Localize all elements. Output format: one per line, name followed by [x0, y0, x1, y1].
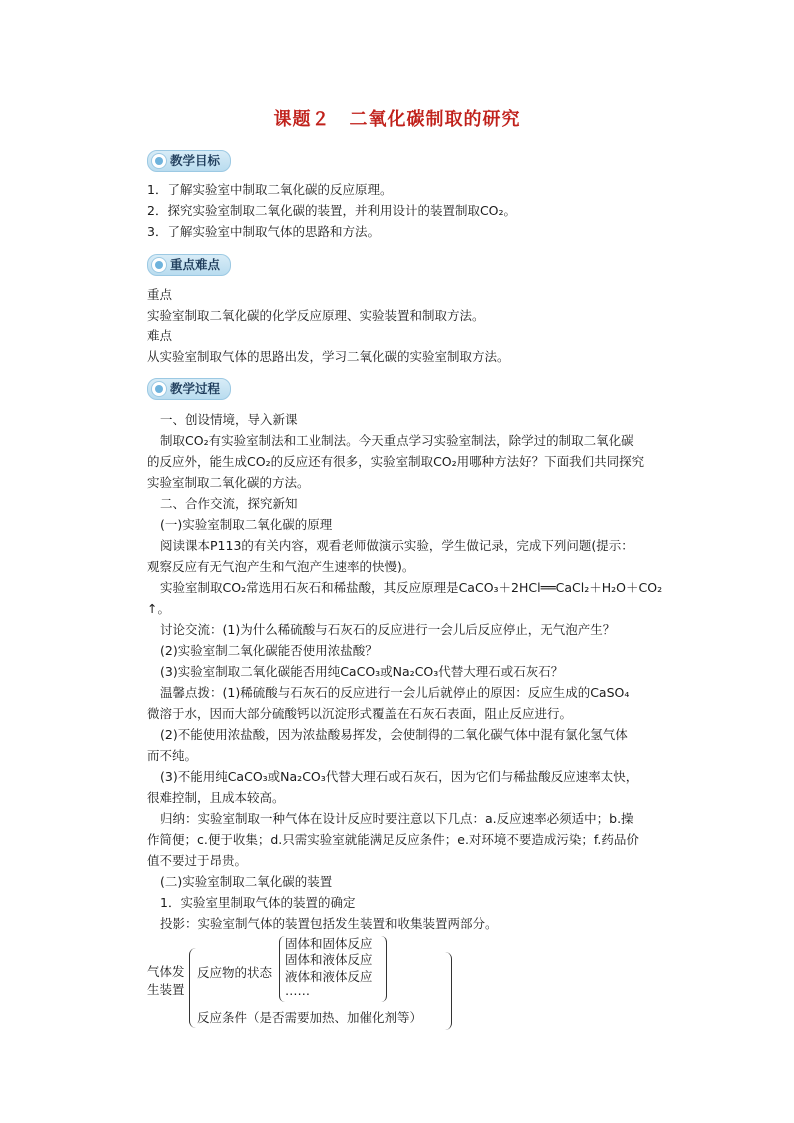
process-line: 实验室制取CO₂常选用石灰石和稀盐酸，其反应原理是CaCO₃＋2HCl══CaCl₂＋H₂O＋CO₂	[160, 580, 663, 595]
process-line: 实验室制取二氧化碳的方法。	[147, 475, 310, 490]
badge-bullet-icon	[151, 153, 167, 169]
badge-bullet-icon	[151, 381, 167, 397]
process-line: 值不要过于昂贵。	[147, 853, 248, 868]
diagram-state-1: 固体和固体反应	[285, 936, 373, 951]
process-line: 制取CO₂有实验室制法和工业制法。今天重点学习实验室制法，除学过的制取二氧化碳	[160, 433, 634, 448]
goal-2: 2．探究实验室制取二氧化碳的装置，并利用设计的装置制取CO₂。	[147, 203, 517, 218]
process-line: 二、合作交流，探究新知	[160, 496, 298, 511]
process-line: 归纳：实验室制取一种气体在设计反应时要注意以下几点：a.反应速率必须适中；b.操	[160, 811, 634, 826]
process-line: 温馨点拨：(1)稀硫酸与石灰石的反应进行一会儿后就停止的原因：反应生成的CaSO₄	[160, 685, 630, 700]
page-title: 课题２ 二氧化碳制取的研究	[273, 109, 521, 130]
process-line: 微溶于水，因而大部分硫酸钙以沉淀形式覆盖在石灰石表面，阻止反应进行。	[147, 706, 573, 721]
process-line: 观察反应有无气泡产生和气泡产生速率的快慢)。	[147, 559, 415, 574]
badge-bullet-icon	[151, 257, 167, 273]
process-line: (2)不能使用浓盐酸，因为浓盐酸易挥发，会使制得的二氧化碳气体中混有氯化氢气体	[160, 727, 628, 742]
process-line: 的反应外，能生成CO₂的反应还有很多，实验室制取CO₂用哪种方法好？下面我们共同探究	[147, 454, 645, 469]
process-line: 而不纯。	[147, 748, 198, 763]
process-line: 1．实验室里制取气体的装置的确定	[160, 895, 356, 910]
process-line: (二)实验室制取二氧化碳的装置	[160, 874, 333, 889]
diagram-state-3: 液体和液体反应	[285, 969, 373, 984]
diagram-root-line1: 气体发	[147, 964, 185, 979]
difficulty-label: 难点	[147, 328, 173, 343]
key-text: 实验室制取二氧化碳的化学反应原理、实验装置和制取方法。	[147, 308, 485, 323]
section-badge-process: 教学过程	[147, 378, 231, 400]
section-badge-goals: 教学目标	[147, 150, 231, 172]
process-line: 讨论交流：(1)为什么稀硫酸与石灰石的反应进行一会儿后反应停止，无气泡产生？	[160, 622, 616, 637]
process-line: ↑。	[147, 601, 170, 616]
key-label: 重点	[147, 287, 173, 302]
process-line: (一)实验室制取二氧化碳的原理	[160, 517, 333, 532]
inner-right-brace	[381, 936, 387, 1002]
section-badge-key: 重点难点	[147, 254, 231, 276]
goal-1: 1．了解实验室中制取二氧化碳的反应原理。	[147, 182, 393, 197]
diagram-state: 反应物的状态	[197, 965, 273, 980]
process-line: 阅读课本P113的有关内容，观看老师做演示实验，学生做记录，完成下列问题(提示：	[160, 538, 634, 553]
process-line: 一、创设情境，导入新课	[160, 412, 298, 427]
diagram-state-4: ……	[285, 983, 310, 998]
diagram-root-line2: 生装置	[147, 982, 185, 997]
process-line: (2)实验室制二氧化碳能否使用浓盐酸？	[160, 643, 378, 658]
diagram-state-2: 固体和液体反应	[285, 952, 373, 967]
process-line: 作简便；c.便于收集；d.只需实验室就能满足反应条件；e.对环境不要造成污染；f.药品价	[147, 832, 639, 847]
process-line: (3)实验室制取二氧化碳能否用纯CaCO₃或Na₂CO₃代替大理石或石灰石？	[160, 664, 564, 679]
difficulty-text: 从实验室制取气体的思路出发，学习二氧化碳的实验室制取方法。	[147, 349, 510, 364]
diagram-condition: 反应条件（是否需要加热、加催化剂等）	[197, 1010, 423, 1025]
left-brace	[189, 948, 196, 1028]
process-line: 很难控制，且成本较高。	[147, 790, 285, 805]
device-classification-diagram	[147, 930, 467, 1030]
process-line: (3)不能用纯CaCO₃或Na₂CO₃代替大理石或石灰石，因为它们与稀盐酸反应速率太快，	[160, 769, 639, 784]
right-brace	[445, 952, 452, 1030]
goal-3: 3．了解实验室中制取气体的思路和方法。	[147, 224, 380, 239]
process-line: 投影：实验室制气体的装置包括发生装置和收集装置两部分。	[160, 916, 498, 931]
